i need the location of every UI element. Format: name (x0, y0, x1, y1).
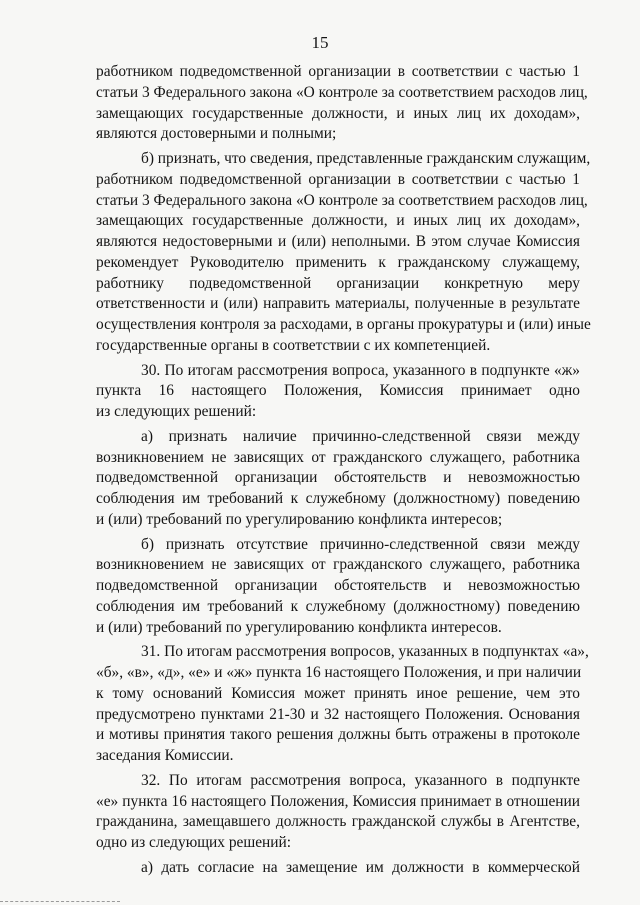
page-number: 15 (311, 33, 329, 52)
text-line: а) дать согласие на замещение им должности в коммерческой (141, 858, 580, 876)
text-line: одно из следующих решений: (96, 834, 292, 851)
text-line: соблюдения им требований к служебному (должностному) поведению (96, 490, 580, 507)
text-line: государственные органы в соответствии с их компетенцией. (96, 336, 491, 354)
text-line: подведомственной организации обстоятельств и невозможностью (96, 469, 580, 487)
text-line: являются недостоверными и (или) неполными. В этом случае Комиссия (96, 233, 580, 250)
text-line: «е» пункта 16 настоящего Положения, Комиссия принимает в отношении (96, 792, 580, 810)
text-line: гражданина, замещавшего должность гражданской службы в Агентстве, (96, 813, 580, 831)
text-line: и мотивы принятия такого решения должны быть отражены в протоколе (96, 726, 580, 744)
text-line: являются достоверными и полными; (96, 125, 337, 143)
text-line: и (или) требований по урегулированию конфликта интересов. (96, 618, 502, 636)
text-line: работником подведомственной организации в соответствии с частью 1 (96, 170, 580, 188)
text-line: замещающих государственные должности, и иных лиц их доходам», (96, 212, 580, 230)
text-line: а) признать наличие причинно-следственной связи между (141, 427, 580, 445)
text-line: 32. По итогам рассмотрения вопроса, указанного в подпункте (141, 771, 580, 789)
text-line: статьи 3 Федерального закона «О контроле за соответствием расходов лиц, (96, 191, 588, 209)
text-line: из следующих решений: (96, 403, 257, 420)
text-line: б) признать отсутствие причинно-следственной связи между (141, 535, 580, 553)
text-line: 30. По итогам рассмотрения вопроса, указанного в подпункте «ж» (141, 361, 580, 379)
text-line: работником подведомственной организации в соответствии с частью 1 (96, 63, 580, 80)
text-line: б) признать, что сведения, представленные гражданским служащим, (141, 150, 591, 167)
text-line: возникновением не зависящих от гражданского служащего, работника (96, 448, 580, 466)
text-line: осуществления контроля за расходами, в органы прокуратуры и (или) иные (96, 316, 591, 333)
text-line: «б», «в», «д», «е» и «ж» пункта 16 настоящего Положения, и при наличии (96, 664, 582, 681)
text-line: подведомственной организации обстоятельств и невозможностью (96, 577, 580, 594)
text-line: соблюдения им требований к служебному (должностному) поведению (96, 597, 580, 615)
text-line: работнику подведомственной организации конкретную меру (96, 274, 580, 292)
text-line: возникновением не зависящих от гражданского служащего, работника (96, 556, 580, 574)
text-line: пункта 16 настоящего Положения, Комиссия принимает одно (96, 382, 580, 400)
text-line: 31. По итогам рассмотрения вопросов, указанных в подпунктах «а», (141, 643, 589, 661)
text-line: ответственности и (или) направить материалы, полученные в результате (96, 295, 580, 313)
text-line: рекомендует Руководителю применить к гражданскому служащему, (96, 253, 580, 271)
scan-edge-divider (0, 901, 120, 905)
text-line: и (или) требований по урегулированию конфликта интересов; (96, 510, 503, 528)
body-text (96, 62, 591, 879)
text-line: к тому оснований Комиссия может принять иное решение, чем это (96, 684, 580, 702)
text-line: замещающих государственные должности, и иных лиц их доходам», (96, 104, 580, 122)
text-line: статьи 3 Федерального закона «О контроле за соответствием расходов лиц, (96, 83, 588, 101)
text-line: заседания Комиссии. (96, 747, 234, 764)
text-line: предусмотрено пунктами 21-30 и 32 настоящего Положения. Основания (96, 705, 580, 723)
